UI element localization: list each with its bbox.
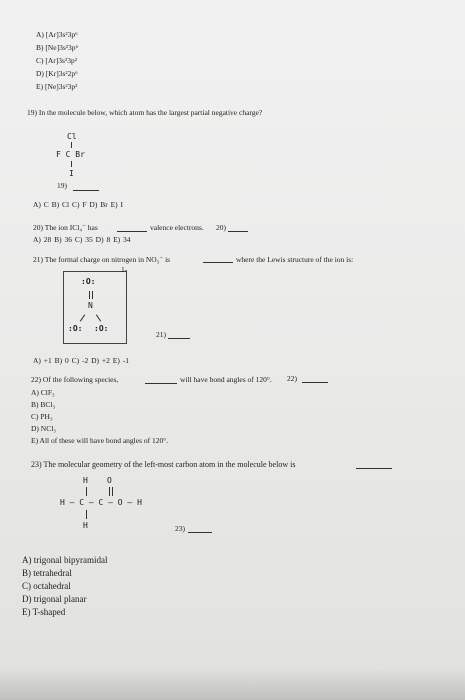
q23-option-a: A) trigonal bipyramidal bbox=[22, 555, 108, 565]
q23-option-b: B) tetrahedral bbox=[22, 568, 72, 578]
q22-option-e: E) All of these will have bond angles of 120°. bbox=[31, 436, 169, 445]
prev-choice-d: D) [Kr]3s²2p⁶ bbox=[36, 69, 78, 78]
q21-double-bond-2 bbox=[92, 291, 93, 299]
q20-choices: A) 28 B) 36 C) 35 D) 8 E) 34 bbox=[33, 235, 131, 244]
q23-bond-h-bottom bbox=[86, 510, 87, 519]
q21-n: N bbox=[88, 301, 93, 310]
q22-text-a: 22) Of the following species, bbox=[31, 375, 119, 384]
lewis-bracket-right bbox=[119, 271, 127, 344]
q23-answer-blank[interactable] bbox=[356, 468, 392, 469]
q21-text-a: 21) The formal charge on nitrogen in NO₃⁻ is bbox=[33, 255, 171, 264]
q21-o-right: :O: bbox=[94, 324, 109, 333]
q19-text: 19) In the molecule below, which atom has the largest partial negative charge? bbox=[27, 108, 263, 117]
q19-bond-bottom bbox=[71, 161, 72, 167]
q20-text-a: 20) The ion ICl₄⁻ has bbox=[33, 223, 98, 232]
q20-answer-label: 20) bbox=[216, 223, 226, 232]
q19-answer-label: 19) bbox=[57, 181, 67, 190]
q23-h-bottom: H bbox=[83, 521, 88, 530]
q23-h-top: H bbox=[83, 476, 88, 485]
q19-mol-i: I bbox=[69, 169, 74, 178]
q23-option-d: D) trigonal planar bbox=[22, 594, 87, 604]
q22-option-d: D) NCl₃ bbox=[31, 424, 56, 433]
q23-double-bond-1 bbox=[109, 487, 110, 496]
q22-text-b: will have bond angles of 120°. bbox=[180, 375, 272, 384]
q21-o-left: :O: bbox=[68, 324, 83, 333]
q23-o-top: O bbox=[107, 476, 112, 485]
q23-bond-h-top bbox=[86, 487, 87, 496]
q23-answer-label: 23) bbox=[175, 524, 185, 533]
q21-ion-charge: 1- bbox=[121, 265, 128, 274]
prev-choice-c: C) [Ar]3s²3p² bbox=[36, 56, 77, 65]
q21-text-b: where the Lewis structure of the ion is: bbox=[236, 255, 354, 264]
q23-chain: H — C — C — O — H bbox=[60, 498, 142, 507]
q21-answer-line[interactable] bbox=[168, 338, 190, 339]
prev-choice-e: E) [Ne]3s²3p² bbox=[36, 82, 78, 91]
q22-option-a: A) ClF₃ bbox=[31, 388, 55, 397]
q23-double-bond-2 bbox=[112, 487, 113, 496]
prev-choice-b: B) [Ne]3s²3p⁶ bbox=[36, 43, 79, 52]
q20-text-b: valence electrons. bbox=[150, 223, 204, 232]
q21-double-bond-1 bbox=[89, 291, 90, 299]
q22-option-b: B) BCl₃ bbox=[31, 400, 56, 409]
q23-option-e: E) T-shaped bbox=[22, 607, 66, 617]
q22-answer-line[interactable] bbox=[302, 382, 328, 383]
q23-option-c: C) octahedral bbox=[22, 581, 71, 591]
q19-mol-row: F C Br bbox=[56, 150, 85, 159]
prev-choice-a: A) [Ar]3s²3p⁶ bbox=[36, 30, 78, 39]
q21-answer-blank[interactable] bbox=[203, 262, 233, 263]
q20-answer-blank[interactable] bbox=[117, 231, 147, 232]
page-bottom-shadow bbox=[0, 668, 465, 700]
q23-text: 23) The molecular geometry of the left-most carbon atom in the molecule below is bbox=[31, 460, 296, 469]
q19-bond-top bbox=[71, 142, 72, 148]
q20-answer-line[interactable] bbox=[228, 231, 248, 232]
q23-answer-line[interactable] bbox=[188, 532, 212, 533]
q21-choices: A) +1 B) 0 C) -2 D) +2 E) -1 bbox=[33, 356, 129, 365]
q19-mol-cl: Cl bbox=[67, 132, 77, 141]
q19-choices: A) C B) Cl C) F D) Br E) I bbox=[33, 200, 124, 209]
q21-o-top: :O: bbox=[81, 277, 96, 286]
q22-answer-blank[interactable] bbox=[145, 383, 177, 384]
q22-option-c: C) PH₃ bbox=[31, 412, 53, 421]
q22-answer-label: 22) bbox=[287, 374, 297, 383]
q19-answer-blank[interactable] bbox=[73, 190, 99, 191]
q21-answer-label: 21) bbox=[156, 330, 166, 339]
